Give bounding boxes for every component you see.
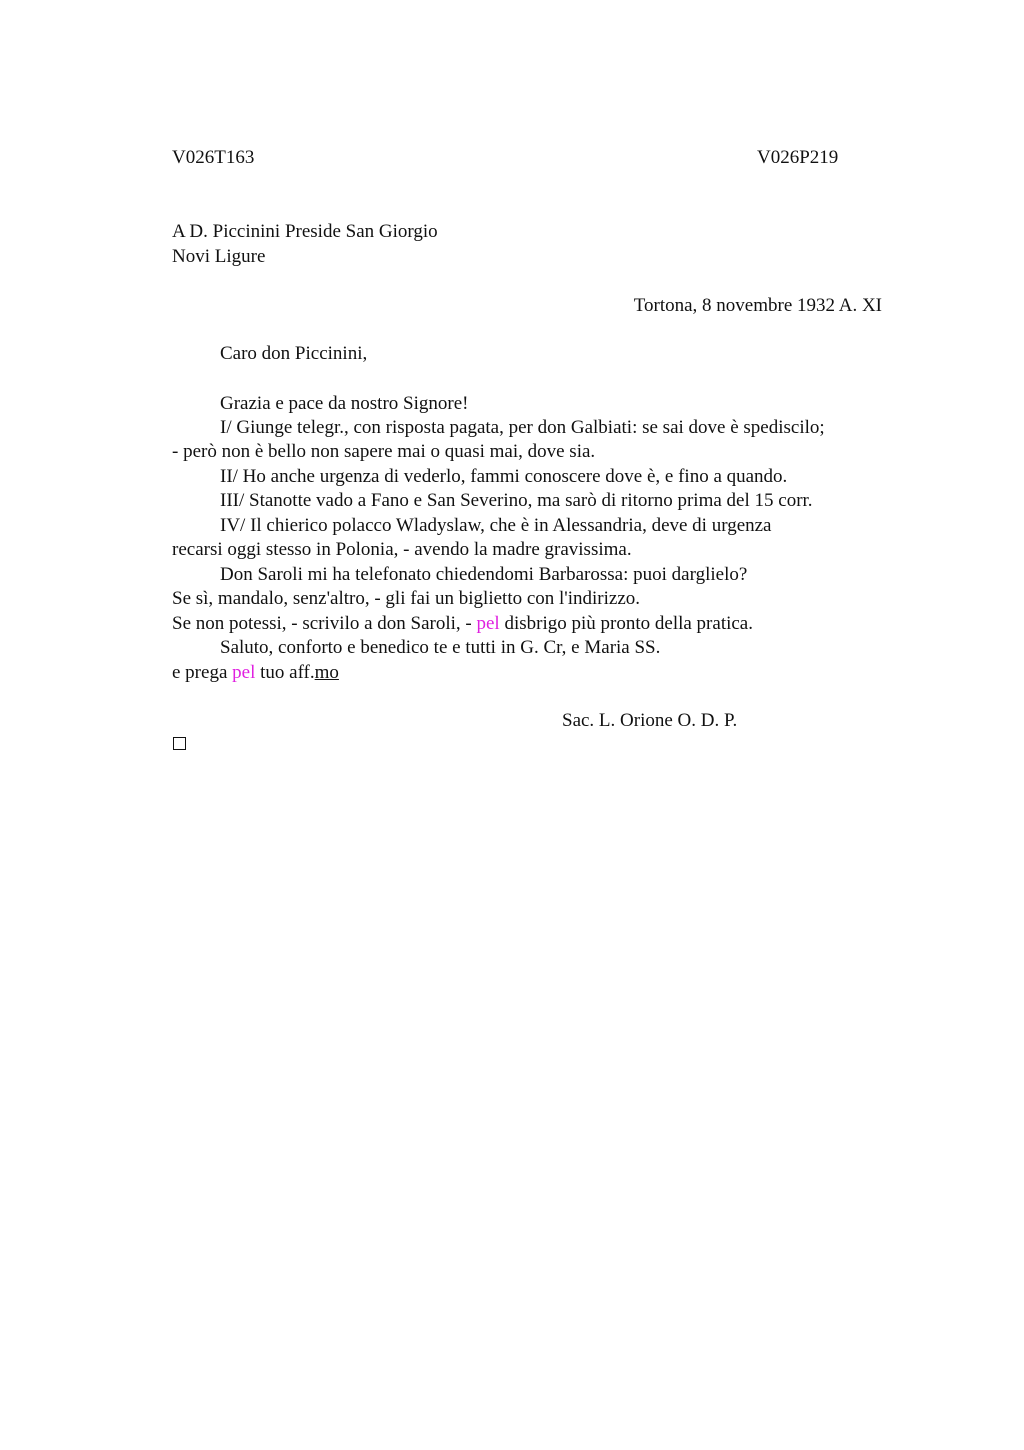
body-text: disbrigo più pronto della pratica. xyxy=(499,613,753,634)
recipient-location: Novi Ligure xyxy=(172,246,266,267)
body-text: tuo aff. xyxy=(255,662,315,683)
body-text: Se non potessi, - scrivilo a don Saroli, - xyxy=(172,613,477,634)
body-line: recarsi oggi stesso in Polonia, - avendo la madre gravissima. xyxy=(172,539,632,560)
document-code-right: V026P219 xyxy=(757,147,839,168)
recipient-line: A D. Piccinini Preside San Giorgio xyxy=(172,221,438,242)
body-line: IV/ Il chierico polacco Wladyslaw, che è in Alessandria, deve di urgenza xyxy=(220,515,772,536)
highlighted-word: pel xyxy=(476,613,500,634)
body-line: I/ Giunge telegr., con risposta pagata, per don Galbiati: se sai dove è spediscilo; xyxy=(220,417,825,438)
body-line: Saluto, conforto e benedico te e tutti in G. Cr, e Maria SS. xyxy=(220,637,661,658)
closing-line xyxy=(172,661,339,685)
document-code-left: V026T163 xyxy=(172,147,255,168)
underlined-abbreviation: mo xyxy=(314,662,339,683)
body-line xyxy=(172,612,753,636)
body-line: II/ Ho anche urgenza di vederlo, fammi conoscere dove è, e fino a quando. xyxy=(220,466,788,487)
body-text: e prega xyxy=(172,662,233,683)
dateline: Tortona, 8 novembre 1932 A. XI xyxy=(633,295,882,316)
body-line: Grazia e pace da nostro Signore! xyxy=(220,393,469,414)
body-line: - però non è bello non sapere mai o quasi mai, dove sia. xyxy=(172,441,596,462)
empty-square-icon xyxy=(173,737,186,750)
signature: Sac. L. Orione O. D. P. xyxy=(562,710,738,731)
highlighted-word: pel xyxy=(232,662,256,683)
body-line: III/ Stanotte vado a Fano e San Severino, ma sarò di ritorno prima del 15 corr. xyxy=(220,490,813,511)
body-line: Se sì, mandalo, senz'altro, - gli fai un biglietto con l'indirizzo. xyxy=(172,588,641,609)
body-line: Don Saroli mi ha telefonato chiedendomi Barbarossa: puoi darglielo? xyxy=(220,564,748,585)
salutation: Caro don Piccinini, xyxy=(220,343,368,364)
